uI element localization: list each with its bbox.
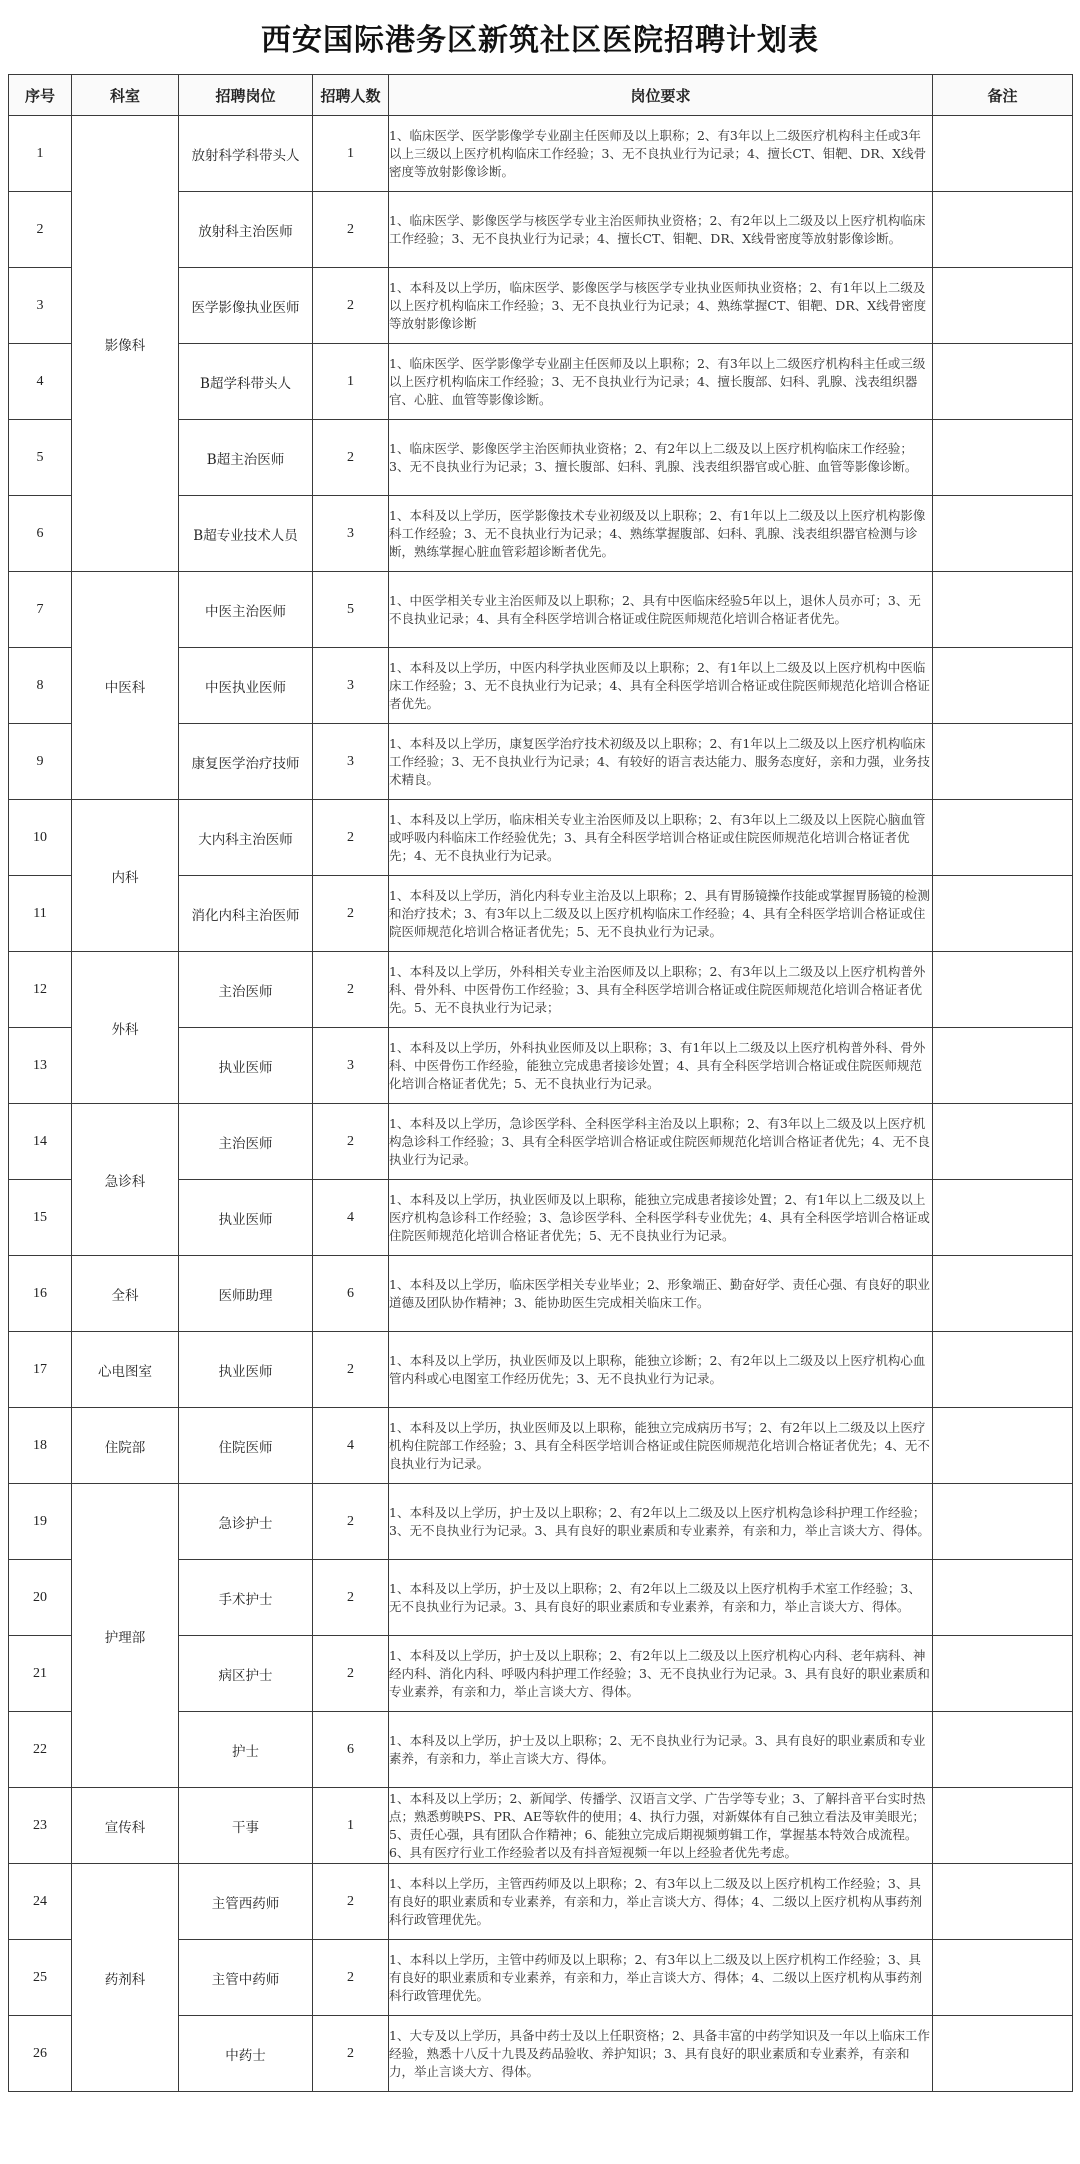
row-position: 放射科主治医师 xyxy=(179,192,313,268)
row-seq: 16 xyxy=(9,1256,72,1332)
row-count: 2 xyxy=(313,1864,389,1940)
row-dept: 药剂科 xyxy=(72,1864,179,2092)
row-seq: 13 xyxy=(9,1028,72,1104)
row-position: 手术护士 xyxy=(179,1560,313,1636)
row-seq: 18 xyxy=(9,1408,72,1484)
header-dept: 科室 xyxy=(72,75,179,116)
row-position: 中药士 xyxy=(179,2016,313,2092)
row-requirements: 1、本科以上学历，主管西药师及以上职称；2、有3年以上二级及以上医疗机构工作经验；3、具有良好的职业素质和专业素养，有亲和力，举止言谈大方、得体；4、二级以上医疗机构从事药剂科行政管理优先。 xyxy=(389,1864,933,1940)
header-count: 招聘人数 xyxy=(313,75,389,116)
row-requirements: 1、本科及以上学历，执业医师及以上职称，能独立完成患者接诊处置；2、有1年以上二级及以上医疗机构急诊科工作经验；3、急诊医学科、全科医学科专业优先；4、具有全科医学培训合格证或住院医师规范化培训合格证者优先；5、无不良执业行为记录。 xyxy=(389,1180,933,1256)
row-note xyxy=(933,1636,1073,1712)
row-position: 急诊护士 xyxy=(179,1484,313,1560)
row-seq: 21 xyxy=(9,1636,72,1712)
table-row xyxy=(9,116,1073,192)
row-dept: 心电图室 xyxy=(72,1332,179,1408)
row-position: 中医主治医师 xyxy=(179,572,313,648)
row-note xyxy=(933,1256,1073,1332)
row-position: 干事 xyxy=(179,1788,313,1864)
row-seq: 11 xyxy=(9,876,72,952)
row-count: 3 xyxy=(313,724,389,800)
row-note xyxy=(933,1408,1073,1484)
row-dept: 内科 xyxy=(72,800,179,952)
row-position: 大内科主治医师 xyxy=(179,800,313,876)
row-count: 1 xyxy=(313,116,389,192)
row-requirements: 1、本科及以上学历，护士及以上职称；2、有2年以上二级及以上医疗机构心内科、老年病科、神经内科、消化内科、呼吸内科护理工作经验；3、无不良执业行为记录。3、具有良好的职业素质和专业素养，有亲和力，举止言谈大方、得体。 xyxy=(389,1636,933,1712)
row-note xyxy=(933,1104,1073,1180)
row-requirements: 1、本科及以上学历，外科相关专业主治医师及以上职称；2、有3年以上二级及以上医疗机构普外科、骨外科、中医骨伤工作经验；3、具有全科医学培训合格证或住院医师规范化培训合格证者优先。5、无不良执业行为记录； xyxy=(389,952,933,1028)
row-dept: 宣传科 xyxy=(72,1788,179,1864)
row-note xyxy=(933,2016,1073,2092)
row-count: 3 xyxy=(313,1028,389,1104)
row-note xyxy=(933,1940,1073,2016)
row-dept: 影像科 xyxy=(72,116,179,572)
row-note xyxy=(933,1484,1073,1560)
row-seq: 20 xyxy=(9,1560,72,1636)
row-dept: 外科 xyxy=(72,952,179,1104)
table-row xyxy=(9,572,1073,648)
row-seq: 23 xyxy=(9,1788,72,1864)
row-count: 2 xyxy=(313,876,389,952)
row-position: B超学科带头人 xyxy=(179,344,313,420)
row-count: 2 xyxy=(313,268,389,344)
row-requirements: 1、临床医学、影像医学主治医师执业资格；2、有2年以上二级及以上医疗机构临床工作经验；3、无不良执业行为记录；3、擅长腹部、妇科、乳腺、浅表组织器官或心脏、血管等影像诊断。 xyxy=(389,420,933,496)
table-header-row xyxy=(9,75,1073,116)
table-row xyxy=(9,1484,1073,1560)
row-seq: 6 xyxy=(9,496,72,572)
row-count: 6 xyxy=(313,1256,389,1332)
row-seq: 10 xyxy=(9,800,72,876)
row-note xyxy=(933,1028,1073,1104)
table-row xyxy=(9,1788,1073,1864)
row-requirements: 1、本科以上学历，主管中药师及以上职称；2、有3年以上二级及以上医疗机构工作经验；3、具有良好的职业素质和专业素养，有亲和力，举止言谈大方、得体；4、二级以上医疗机构从事药剂科行政管理优先。 xyxy=(389,1940,933,2016)
row-requirements: 1、临床医学、影像医学与核医学专业主治医师执业资格；2、有2年以上二级及以上医疗机构临床工作经验；3、无不良执业行为记录；4、擅长CT、钼靶、DR、X线骨密度等放射影像诊断。 xyxy=(389,192,933,268)
row-note xyxy=(933,876,1073,952)
row-position: 医学影像执业医师 xyxy=(179,268,313,344)
row-seq: 26 xyxy=(9,2016,72,2092)
row-position: 执业医师 xyxy=(179,1332,313,1408)
row-position: 医师助理 xyxy=(179,1256,313,1332)
row-count: 2 xyxy=(313,1940,389,2016)
row-position: 执业医师 xyxy=(179,1180,313,1256)
header-seq: 序号 xyxy=(9,75,72,116)
row-position: 康复医学治疗技师 xyxy=(179,724,313,800)
row-note xyxy=(933,1788,1073,1864)
row-position: 中医执业医师 xyxy=(179,648,313,724)
row-count: 1 xyxy=(313,344,389,420)
row-dept: 护理部 xyxy=(72,1484,179,1788)
row-count: 6 xyxy=(313,1712,389,1788)
row-seq: 14 xyxy=(9,1104,72,1180)
row-note xyxy=(933,496,1073,572)
table-row xyxy=(9,1332,1073,1408)
row-seq: 8 xyxy=(9,648,72,724)
table-row xyxy=(9,1256,1073,1332)
row-count: 2 xyxy=(313,2016,389,2092)
row-position: 主治医师 xyxy=(179,952,313,1028)
row-count: 2 xyxy=(313,420,389,496)
row-seq: 2 xyxy=(9,192,72,268)
row-note xyxy=(933,192,1073,268)
row-count: 2 xyxy=(313,1104,389,1180)
row-count: 2 xyxy=(313,1332,389,1408)
row-note xyxy=(933,1864,1073,1940)
row-note xyxy=(933,344,1073,420)
row-note xyxy=(933,800,1073,876)
row-requirements: 1、本科及以上学历，临床相关专业主治医师及以上职称；2、有3年以上二级及以上医院心脑血管或呼吸内科临床工作经验优先；3、具有全科医学培训合格证或住院医师规范化培训合格证者优先；4、无不良执业行为记录。 xyxy=(389,800,933,876)
header-position: 招聘岗位 xyxy=(179,75,313,116)
row-count: 3 xyxy=(313,496,389,572)
table-row xyxy=(9,1408,1073,1484)
row-seq: 9 xyxy=(9,724,72,800)
row-count: 2 xyxy=(313,800,389,876)
row-position: B超主治医师 xyxy=(179,420,313,496)
row-position: 主管中药师 xyxy=(179,1940,313,2016)
row-seq: 4 xyxy=(9,344,72,420)
row-dept: 全科 xyxy=(72,1256,179,1332)
table-row xyxy=(9,800,1073,876)
page-title: 西安国际港务区新筑社区医院招聘计划表 xyxy=(261,23,819,58)
row-count: 1 xyxy=(313,1788,389,1864)
row-dept: 急诊科 xyxy=(72,1104,179,1256)
row-seq: 25 xyxy=(9,1940,72,2016)
recruitment-table xyxy=(8,74,1073,2092)
row-seq: 3 xyxy=(9,268,72,344)
row-requirements: 1、本科及以上学历，消化内科专业主治及以上职称；2、具有胃肠镜操作技能或掌握胃肠镜的检测和治疗技术；3、有3年以上二级及以上医疗机构临床工作经验；4、具有全科医学培训合格证或住院医师规范化培训合格证者优先；5、无不良执业行为记录。 xyxy=(389,876,933,952)
row-position: 主管西药师 xyxy=(179,1864,313,1940)
row-requirements: 1、临床医学、医学影像学专业副主任医师及以上职称；2、有3年以上二级医疗机构科主任或三级以上医疗机构临床工作经验；3、无不良执业行为记录；4、擅长腹部、妇科、乳腺、浅表组织器官、心脏、血管等影像诊断。 xyxy=(389,344,933,420)
row-seq: 1 xyxy=(9,116,72,192)
row-note xyxy=(933,572,1073,648)
row-dept: 中医科 xyxy=(72,572,179,800)
row-note xyxy=(933,420,1073,496)
row-requirements: 1、大专及以上学历，具备中药士及以上任职资格；2、具备丰富的中药学知识及一年以上临床工作经验，熟悉十八反十九畏及药品验收、养护知识；3、具有良好的职业素质和专业素养，有亲和力，举止言谈大方、得体。 xyxy=(389,2016,933,2092)
row-seq: 24 xyxy=(9,1864,72,1940)
row-requirements: 1、本科及以上学历，执业医师及以上职称，能独立完成病历书写；2、有2年以上二级及以上医疗机构住院部工作经验；3、具有全科医学培训合格证或住院医师规范化培训合格证者优先；4、无不良执业行为记录。 xyxy=(389,1408,933,1484)
row-seq: 17 xyxy=(9,1332,72,1408)
row-seq: 19 xyxy=(9,1484,72,1560)
row-requirements: 1、本科及以上学历，医学影像技术专业初级及以上职称；2、有1年以上二级及以上医疗机构影像科工作经验；3、无不良执业行为记录；4、熟练掌握腹部、妇科、乳腺、浅表组织器官检测与诊断，熟练掌握心脏血管彩超诊断者优先。 xyxy=(389,496,933,572)
row-requirements: 1、本科及以上学历；2、新闻学、传播学、汉语言文学、广告学等专业；3、了解抖音平台实时热点；熟悉剪映PS、PR、AE等软件的使用；4、执行力强，对新媒体有自己独立看法及审美眼光；5、责任心强，具有团队合作精神；6、能独立完成后期视频剪辑工作，掌握基本特效合成流程。6、具有医疗行业工作经验者以及有抖音短视频一年以上经验者优先考虑。 xyxy=(389,1788,933,1864)
row-count: 2 xyxy=(313,952,389,1028)
row-seq: 22 xyxy=(9,1712,72,1788)
row-count: 5 xyxy=(313,572,389,648)
row-position: 护士 xyxy=(179,1712,313,1788)
row-position: 住院医师 xyxy=(179,1408,313,1484)
row-seq: 12 xyxy=(9,952,72,1028)
row-count: 4 xyxy=(313,1180,389,1256)
row-count: 3 xyxy=(313,648,389,724)
row-seq: 7 xyxy=(9,572,72,648)
row-requirements: 1、临床医学、医学影像学专业副主任医师及以上职称；2、有3年以上二级医疗机构科主任或3年以上三级以上医疗机构临床工作经验；3、无不良执业行为记录；4、擅长CT、钼靶、DR、X线骨密度等放射影像诊断。 xyxy=(389,116,933,192)
row-requirements: 1、本科及以上学历，临床医学相关专业毕业；2、形象端正、勤奋好学、责任心强、有良好的职业道德及团队协作精神；3、能协助医生完成相关临床工作。 xyxy=(389,1256,933,1332)
row-count: 4 xyxy=(313,1408,389,1484)
row-requirements: 1、中医学相关专业主治医师及以上职称；2、具有中医临床经验5年以上，退休人员亦可；3、无不良执业记录；4、具有全科医学培训合格证或住院医师规范化培训合格证者优先。 xyxy=(389,572,933,648)
row-position: 放射科学科带头人 xyxy=(179,116,313,192)
row-requirements: 1、本科及以上学历，中医内科学执业医师及以上职称；2、有1年以上二级及以上医疗机构中医临床工作经验；3、无不良执业行为记录；4、具有全科医学培训合格证或住院医师规范化培训合格证者优先。 xyxy=(389,648,933,724)
row-requirements: 1、本科及以上学历，护士及以上职称；2、无不良执业行为记录。3、具有良好的职业素质和专业素养，有亲和力，举止言谈大方、得体。 xyxy=(389,1712,933,1788)
row-requirements: 1、本科及以上学历，临床医学、影像医学与核医学专业执业医师执业资格；2、有1年以上二级及以上医疗机构临床工作经验；3、无不良执业行为记录；4、熟练掌握CT、钼靶、DR、X线骨密度等放射影像诊断 xyxy=(389,268,933,344)
row-note xyxy=(933,1180,1073,1256)
row-count: 2 xyxy=(313,1560,389,1636)
row-note xyxy=(933,648,1073,724)
row-seq: 15 xyxy=(9,1180,72,1256)
row-position: 病区护士 xyxy=(179,1636,313,1712)
row-note xyxy=(933,268,1073,344)
row-note xyxy=(933,724,1073,800)
row-position: B超专业技术人员 xyxy=(179,496,313,572)
table-row xyxy=(9,952,1073,1028)
row-note xyxy=(933,116,1073,192)
row-requirements: 1、本科及以上学历，护士及以上职称；2、有2年以上二级及以上医疗机构手术室工作经验；3、无不良执业行为记录。3、具有良好的职业素质和专业素养，有亲和力，举止言谈大方、得体。 xyxy=(389,1560,933,1636)
table-row xyxy=(9,1864,1073,1940)
row-note xyxy=(933,1712,1073,1788)
row-count: 2 xyxy=(313,1484,389,1560)
row-count: 2 xyxy=(313,192,389,268)
header-notes: 备注 xyxy=(933,75,1073,116)
row-requirements: 1、本科及以上学历，执业医师及以上职称，能独立诊断；2、有2年以上二级及以上医疗机构心血管内科或心电图室工作经历优先；3、无不良执业行为记录。 xyxy=(389,1332,933,1408)
row-count: 2 xyxy=(313,1636,389,1712)
row-position: 主治医师 xyxy=(179,1104,313,1180)
row-position: 执业医师 xyxy=(179,1028,313,1104)
row-note xyxy=(933,1332,1073,1408)
table-body xyxy=(9,116,1073,2092)
row-requirements: 1、本科及以上学历，急诊医学科、全科医学科主治及以上职称；2、有3年以上二级及以上医疗机构急诊科工作经验；3、具有全科医学培训合格证或住院医师规范化培训合格证者优先；4、无不良执业行为记录。 xyxy=(389,1104,933,1180)
row-requirements: 1、本科及以上学历，护士及以上职称；2、有2年以上二级及以上医疗机构急诊科护理工作经验；3、无不良执业行为记录。3、具有良好的职业素质和专业素养，有亲和力，举止言谈大方、得体。 xyxy=(389,1484,933,1560)
row-requirements: 1、本科及以上学历，康复医学治疗技术初级及以上职称；2、有1年以上二级及以上医疗机构临床工作经验；3、无不良执业行为记录；4、有较好的语言表达能力、服务态度好，亲和力强，业务技术精良。 xyxy=(389,724,933,800)
table-row xyxy=(9,1104,1073,1180)
row-dept: 住院部 xyxy=(72,1408,179,1484)
row-position: 消化内科主治医师 xyxy=(179,876,313,952)
header-requirements: 岗位要求 xyxy=(389,75,933,116)
row-requirements: 1、本科及以上学历，外科执业医师及以上职称；3、有1年以上二级及以上医疗机构普外科、骨外科、中医骨伤工作经验，能独立完成患者接诊处置；4、具有全科医学培训合格证或住院医师规范化培训合格证者优先；5、无不良执业行为记录。 xyxy=(389,1028,933,1104)
row-note xyxy=(933,1560,1073,1636)
row-seq: 5 xyxy=(9,420,72,496)
row-note xyxy=(933,952,1073,1028)
